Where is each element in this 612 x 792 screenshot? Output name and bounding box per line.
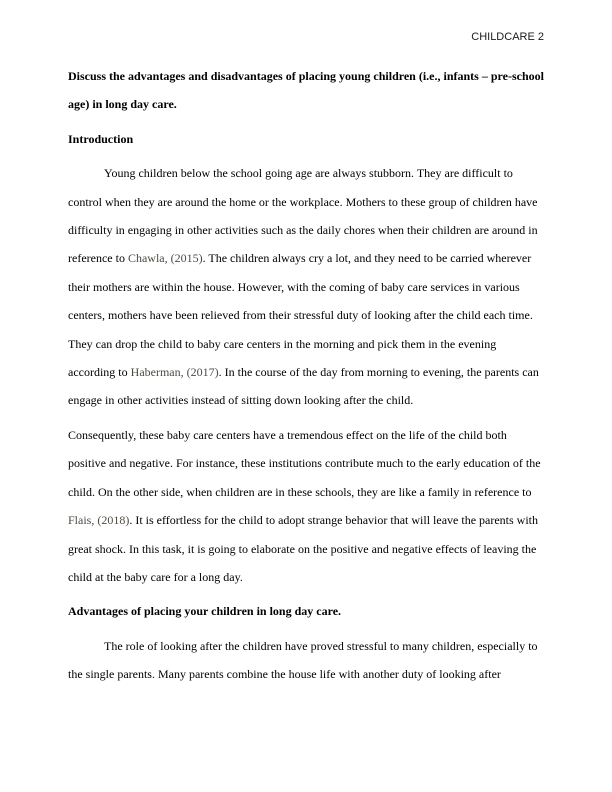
paragraph-text: Young children below the school going age are always stubborn. They are difficult to control when they are around the home or the workplace. Mothers to these group of children have difficulty in engaging in other activities such as the daily chores when their children are around in reference to <box>68 166 538 266</box>
paragraph-text: . The children always cry a lot, and they need to be carried wherever their mothers are within the house. However, with the coming of baby care services in various centers, mothers have been relieved from their stressful duty of looking after the child each time. They can drop the child to baby care centers in the morning and pick them in the evening according to <box>68 251 533 380</box>
paragraph-introduction-1 <box>68 159 544 415</box>
document-blocks <box>68 125 544 689</box>
paragraph-text: . In the course of the day from morning to evening, the parents can engage in other activities instead of sitting down looking after the child. <box>68 365 539 408</box>
essay-title: Discuss the advantages and disadvantages of placing young children (i.e., infants – pre-school age) in long day care. <box>68 69 544 112</box>
paragraph-text: Consequently, these baby care centers have a tremendous effect on the life of the child both positive and negative. For instance, these institutions contribute much to the early education of the child. On the other side, when children are in these schools, they are like a family in reference to <box>68 427 541 499</box>
heading-introduction: Introduction <box>68 131 134 146</box>
citation-reference: Haberman, (2017) <box>130 365 219 380</box>
running-head: CHILDCARE 2 <box>471 31 544 43</box>
paragraph-text: . It is effortless for the child to adopt strange behavior that will leave the parents with great shock. In this task, it is going to elaborate on the positive and negative effects of leaving the child at the baby care for a long day. <box>68 513 539 584</box>
paragraph-advantages-1 <box>68 632 544 689</box>
heading-advantages: Advantages of placing your children in long day care. <box>68 604 342 619</box>
citation-reference: Flais, (2018) <box>68 513 130 528</box>
paragraph-text: The role of looking after the children have proved stressful to many children, especially to the single parents. Many parents combine the house life with another duty of looking after <box>68 638 538 682</box>
citation-reference: Chawla, (2015) <box>127 251 203 266</box>
paragraph-introduction-2 <box>68 421 544 591</box>
